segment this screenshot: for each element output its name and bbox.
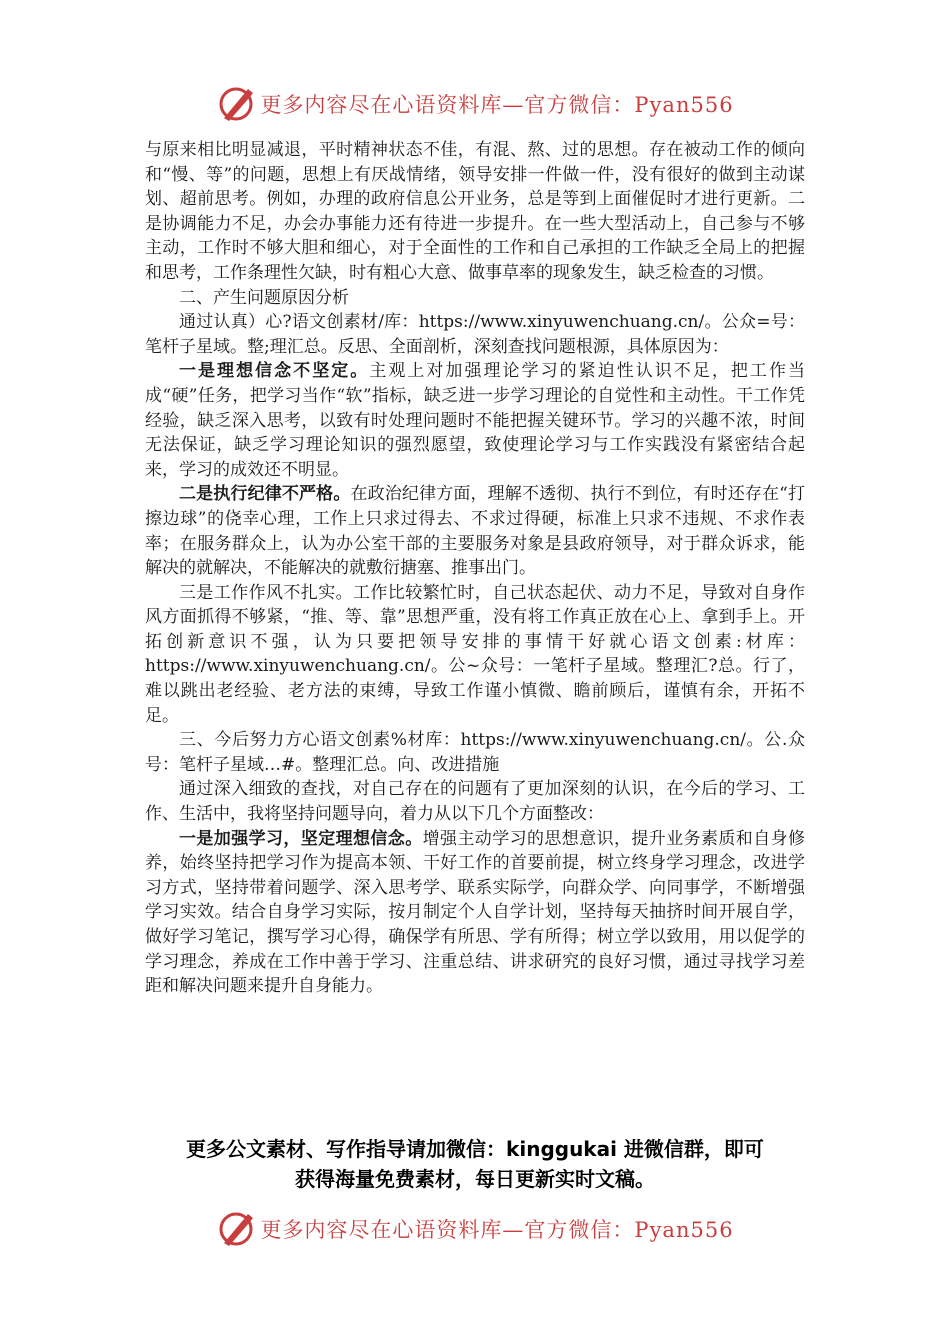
footer-banner-inner [216, 1209, 733, 1249]
paragraph-causes-intro: 通过认真）心?语文创素材/库：https://www.xinyuwenchuang.cn/。公众=号：笔杆子星域。整;理汇总。反思、全面剖析，深刻查找问题根源，具体原因为： [145, 312, 805, 357]
footer-banner-text: 更多内容尽在心语资料库—官方微信：Pyan556 [260, 1218, 734, 1242]
paragraph-discipline [145, 482, 805, 580]
paragraph-study-text: 增强主动学习的思想意识，提升业务素质和自身修养，始终坚持把学习作为提高本领、干好工作的首要前提，树立终身学习理念，改进学习方式，坚持带着问题学、深入思考学、联系实际学，向群众学、向同事学，不断增强学习实效。结合自身学习实际，按月制定个人自学计划，坚持每天抽挤时间开展自学，做好学习笔记，撰写学习心得，确保学有所思、学有所得；树立学以致用，用以促学的学习理念，养成在工作中善于学习、注重总结、讲求研究的良好习惯，通过寻找学习差距和解决问题来提升自身能力。 [145, 828, 806, 997]
paragraph-ideals-text: 主观上对加强理论学习的紧迫性认识不足，把工作当成“硬”任务，把学习当作“软”指标，缺乏进一步学习理论的自觉性和主动性。干工作凭经验，缺乏深入思考，以致有时处理问题时不能把握关键环节。学习的兴趣不浓，时间无法保证，缺乏学习理论知识的强烈愿望，致使理论学习与工作实践没有紧密结合起来，学习的成效还不明显。 [145, 361, 805, 480]
paragraph-work-style: 三是工作作风不扎实。工作比较繁忙时，自己状态起伏、动力不足，导致对自身作风方面抓得不够紧，“推、等、靠”思想严重，没有将工作真正放在心上、拿到手上。开拓创新意识不强，认为只要把领导安排的事情干好就心语文创素:材库：https://www.xinyuwenchuang.cn/。公~众号：一笔杆子星域。整理汇?总。行了，难以跳出老经验、老方法的束缚，导致工作谨小慎微、瞻前顾后，谨慎有余，开拓不足。 [145, 582, 805, 726]
promo-callout [120, 1134, 830, 1194]
paragraph-discipline-text: 在政治纪律方面，理解不透彻、执行不到位，有时还存在“打擦边球”的侥幸心理，工作上只求过得去、不求过得硬，标准上只求不违规、不求作表率；在服务群众上，认为办公室干部的主要服务对象是县政府领导，对于群众诉求，能解决的就解决，不能解决的就敷衍搪塞、推事出门。 [145, 484, 805, 579]
document-body [145, 138, 805, 999]
header-banner-text: 更多内容尽在心语资料库—官方微信：Pyan556 [260, 93, 734, 117]
paragraph-study [145, 827, 805, 999]
pen-logo-icon [216, 84, 256, 124]
paragraph-discipline-lead: 二是执行纪律不严格。 [179, 484, 351, 505]
paragraph-study-lead: 一是加强学习，坚定理想信念。 [179, 828, 423, 849]
pen-logo-icon [216, 1209, 256, 1249]
promo-line-1: 更多公文素材、写作指导请加微信：kinggukai 进微信群，即可 [186, 1137, 764, 1161]
header-banner-inner [216, 84, 733, 124]
paragraph-improvements-intro: 通过深入细致的查找，对自己存在的问题有了更加深刻的认识，在今后的学习、工作、生活中，我将坚持问题导向，着力从以下几个方面整改： [145, 779, 805, 825]
section-heading-improvements: 三、今后努力方心语文创素%材库：https://www.xinyuwenchuang.cn/。公.众号：笔杆子星域…#。整理汇总。向、改进措施 [145, 730, 805, 775]
footer-banner [0, 1207, 950, 1251]
paragraph-ideals-lead: 一是理想信念不坚定。 [179, 361, 370, 382]
promo-line-2: 获得海量免费素材，每日更新实时文稿。 [295, 1167, 655, 1191]
paragraph-continuation: 与原来相比明显减退，平时精神状态不佳，有混、熬、过的思想。存在被动工作的倾向和“慢、等”的问题，思想上有厌战情绪，领导安排一件做一件，没有很好的做到主动谋划、超前思考。例如，办理的政府信息公开业务，总是等到上面催促时才进行更新。二是协调能力不足，办会办事能力还有待进一步提升。在一些大型活动上，自己参与不够主动，工作时不够大胆和细心，对于全面性的工作和自己承担的工作缺乏全局上的把握和思考，工作条理性欠缺，时有粗心大意、做事草率的现象发生，缺乏检查的习惯。 [145, 140, 805, 283]
header-banner [0, 82, 950, 126]
section-heading-causes: 二、产生问题原因分析 [179, 287, 349, 308]
paragraph-ideals [145, 359, 805, 482]
